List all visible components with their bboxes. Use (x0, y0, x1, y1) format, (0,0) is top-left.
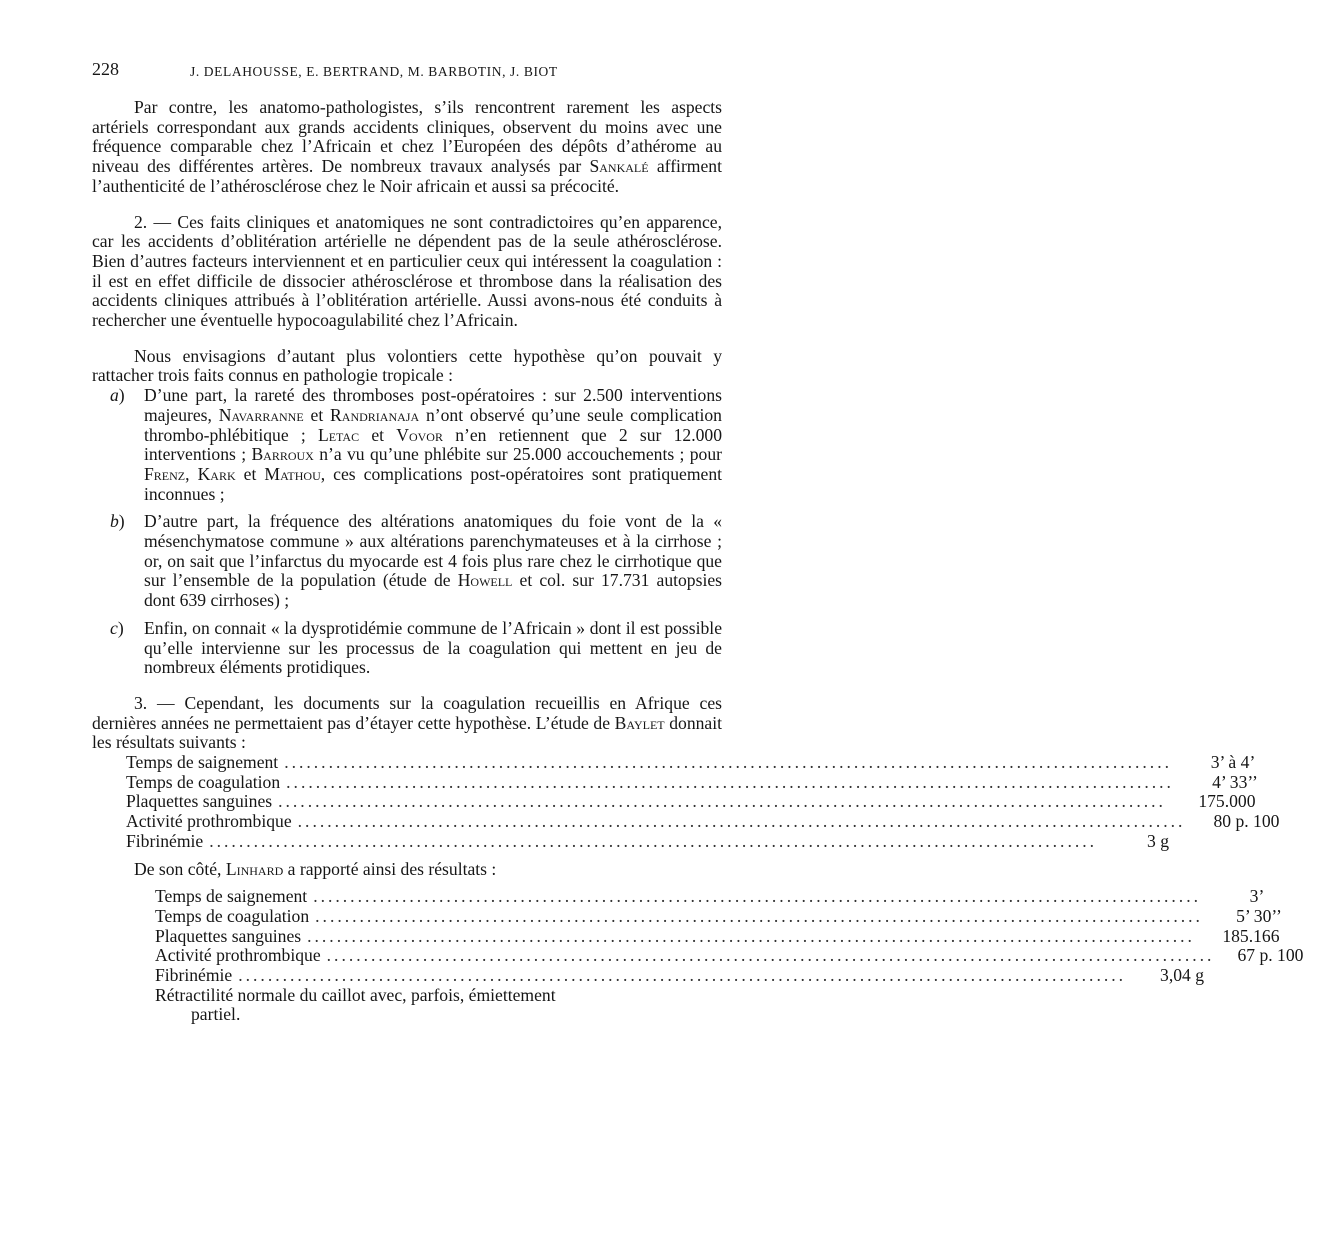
result-label: Fibrinémie (126, 830, 204, 851)
list-item-label: b) (110, 511, 125, 532)
author-name: Barroux (251, 444, 314, 465)
author-name: Navarranne (218, 404, 304, 425)
text-run: et (359, 424, 397, 445)
text-run: De son côté, (134, 858, 226, 879)
dot-leader: ........................................................................................................................ (209, 830, 1098, 851)
text-run: et col. sur 17.731 autopsies dont 639 cirrhoses) ; (144, 570, 722, 611)
result-value: 80 p. 100 (1213, 811, 1280, 832)
dot-leader: ........................................................................................................................ (297, 811, 1186, 832)
result-label: Activité prothrombique (155, 945, 321, 966)
result-label: Temps de saignement (155, 886, 308, 907)
author-name: Mathou (264, 463, 321, 484)
text-run: a rapporté ainsi des résultats : (283, 858, 497, 879)
dot-leader: ........................................................................................................................ (313, 886, 1201, 907)
dot-leader: ........................................................................................................................ (307, 925, 1195, 946)
result-label: Temps de coagulation (126, 771, 281, 792)
result-row (126, 752, 1256, 773)
list-item-c (92, 619, 722, 678)
text-run: donnait les résultats suivants : (92, 712, 723, 753)
running-header-authors: J. DELAHOUSSE, E. BERTRAND, M. BARBOTIN, J. BIOT (190, 64, 558, 79)
result-row (155, 925, 1280, 947)
paragraph-hypothesis: Nous envisagions d’autant plus volontiers cette hypothèse qu’on pouvait y rattacher trois faits connus en pathologie tropicale : (92, 345, 722, 386)
result-row (126, 830, 1170, 852)
author-name: Baylet (614, 712, 665, 733)
result-value: 5’ 30’’ (1236, 905, 1282, 926)
author-name: Letac (317, 424, 360, 445)
label-letter: a (110, 385, 119, 406)
paragraph-linhard-intro (134, 860, 722, 880)
label-letter: c (110, 617, 118, 638)
author-name: Vovor (396, 424, 443, 445)
result-row (126, 771, 1258, 793)
result-value: 185.166 (1222, 925, 1280, 946)
dot-leader: ........................................................................................................................ (315, 905, 1203, 926)
label-letter: b (110, 511, 119, 532)
result-row (155, 964, 1205, 986)
result-value: 175.000 (1198, 791, 1256, 812)
result-row (155, 945, 1304, 966)
closing-note (155, 986, 722, 1025)
results-table-linhard (155, 886, 1304, 985)
dot-leader: ........................................................................................................................ (286, 771, 1174, 792)
author-name: Sankalé (589, 156, 649, 177)
text-run: , ces complications post-opératoires sont pratiquement inconnues ; (144, 463, 723, 504)
result-row (126, 791, 1256, 812)
list-item-a (92, 386, 722, 504)
paragraph-section-3 (92, 694, 722, 753)
result-value: 4’ 33’’ (1212, 771, 1258, 792)
text-run: affirment l’authenticité de l’athérosclérose chez le Noir africain et aussi sa précocité. (92, 156, 722, 196)
dot-leader: ........................................................................................................................ (284, 752, 1172, 773)
text-run: D’autre part, la fréquence des altérations anatomiques du foie vont de la « mésenchymatose commune » aux altérations parenchymateuses et à la cirrhose ; or, on sait que l’infarctus du myocarde est 4 fois plus rare chez le cirrhotique que sur l’ensemble de la population (étude de (144, 511, 722, 591)
dot-leader: ........................................................................................................................ (238, 964, 1127, 985)
result-label: Activité prothrombique (126, 811, 292, 832)
result-label: Plaquettes sanguines (155, 925, 302, 946)
list-item-b (92, 512, 722, 611)
author-name: Frenz (144, 463, 186, 484)
closing-note-line: partiel. (191, 1004, 241, 1025)
paragraph-anatomopathology (92, 98, 722, 197)
author-name: Randrianaja (330, 404, 420, 425)
text-run: n’a vu qu’une phlébite sur 25.000 accouchements ; pour (313, 444, 722, 465)
text-run: 3. — Cependant, les documents sur la coagulation recueillis en Afrique ces dernières années ne permettaient pas d’étayer cette hypothèse. L’étude de (92, 692, 722, 733)
closing-note-line: Rétractilité normale du caillot avec, parfois, émiettement (155, 984, 556, 1005)
text-run: , (185, 463, 198, 484)
text-run: Enfin, on connait « la dysprotidémie commune de l’Africain » dont il est possible qu’elle intervienne sur les processus de la coagulation qui mettent en jeu de nombreux éléments protidiques. (144, 617, 722, 678)
result-value: 3,04 g (1160, 964, 1205, 985)
author-name: Linhard (225, 858, 284, 879)
text-run: n’ont observé qu’une seule complication thrombo-phlébitique ; (144, 404, 722, 445)
list-item-label: a) (110, 385, 125, 406)
result-value: 3’ à 4’ (1210, 752, 1256, 773)
result-value: 3 g (1147, 830, 1170, 851)
text-run: n’en retiennent que 2 sur 12.000 interventions ; (144, 424, 722, 465)
dot-leader: ........................................................................................................................ (278, 791, 1166, 812)
list-item-label: c) (110, 617, 124, 638)
text-run: D’une part, la rareté des thromboses post-opératoires : sur 2.500 interventions majeures, (144, 385, 722, 425)
paragraph-section-2: 2. — Ces faits cliniques et anatomiques ne sont contradictoires qu’en apparence, car les accidents d’oblitération artérielle ne dépendent pas de la seule athérosclérose. Bien d’autres facteurs interviennent et en particulier ceux qui intéressent la coagulation : il est en effet difficile de dissocier athérosclérose et thrombose dans la réalisation des accidents cliniques attribués à l’oblitération artérielle. Aussi avons-nous été conduits à rechercher une éventuelle hypocoagulabilité chez l’Africain. (92, 211, 722, 331)
document-page (92, 58, 1304, 1025)
author-name: Kark (197, 463, 236, 484)
text-run: Par contre, les anatomo-pathologistes, s’ils rencontrent rarement les aspects artériels correspondant aux grands accidents cliniques, observent du moins avec une fréquence comparable chez l’Africain et chez l’Européen des dépôts d’athérome au niveau des différentes artères. De nombreux travaux analysés par (92, 97, 722, 177)
running-header (92, 58, 722, 84)
result-label: Temps de saignement (126, 752, 279, 773)
result-value: 67 p. 100 (1237, 945, 1304, 966)
result-value: 3’ (1249, 886, 1265, 907)
result-row (155, 905, 1282, 927)
page-number: 228 (92, 59, 119, 79)
result-label: Plaquettes sanguines (126, 791, 273, 812)
author-name: Howell (457, 570, 513, 591)
result-label: Temps de coagulation (155, 905, 310, 926)
results-table-baylet (126, 752, 1280, 851)
dot-leader: ........................................................................................................................ (326, 945, 1215, 966)
text-run: et (235, 463, 265, 484)
text-run: et (303, 404, 331, 425)
result-row (126, 811, 1280, 832)
result-row (155, 886, 1265, 907)
result-label: Fibrinémie (155, 964, 233, 985)
